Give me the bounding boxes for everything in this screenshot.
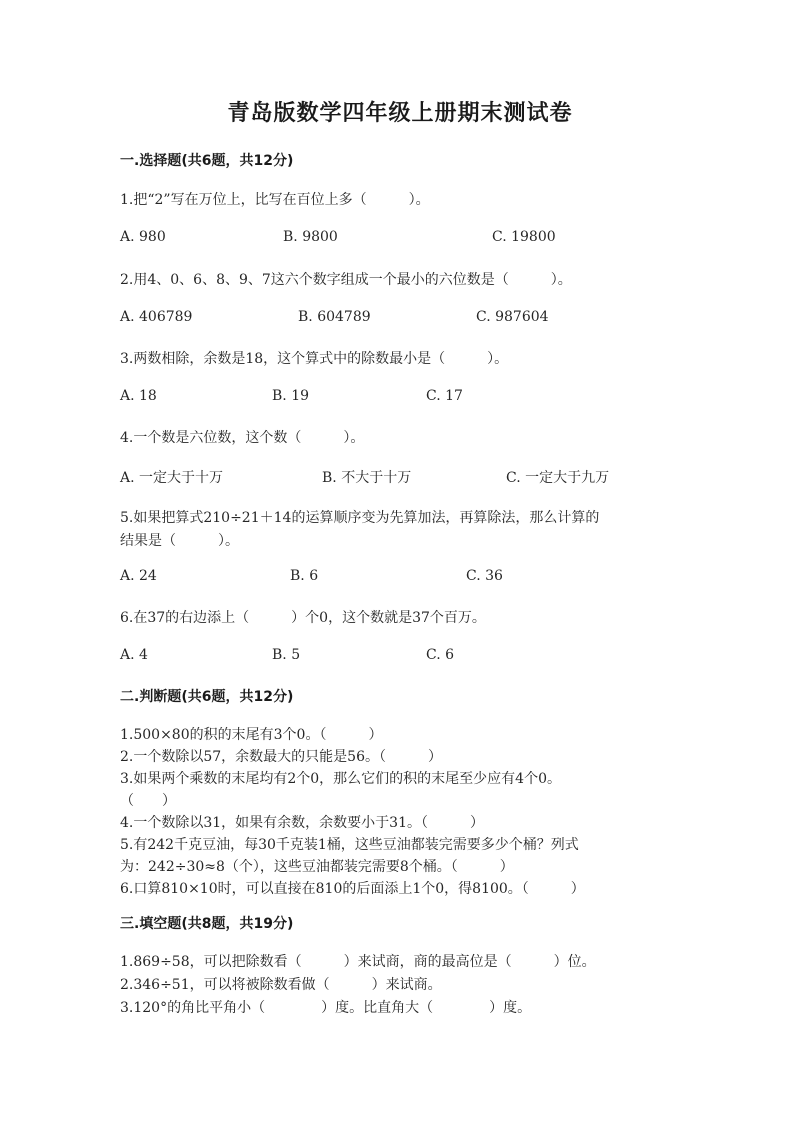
option-a: A. 24 xyxy=(120,568,157,584)
question-5-line-1: 5.如果把算式210÷21＋14的运算顺序变为先算加法，再算除法，那么计算的 xyxy=(120,510,600,526)
option-a: A. 4 xyxy=(120,647,148,663)
question-3: 3.两数相除，余数是18，这个算式中的除数最小是（ ）。 xyxy=(120,351,509,367)
option-b: B. 604789 xyxy=(298,309,371,325)
option-b: B. 19 xyxy=(272,388,310,404)
judge-line: 为：242÷30≈8（个），这些豆油都装完需要8个桶。（ ） xyxy=(120,859,514,875)
judge-line: 4.一个数除以31，如果有余数，余数要小于31。（ ） xyxy=(120,815,484,831)
question-4: 4.一个数是六位数，这个数（ ）。 xyxy=(120,430,365,446)
option-c: C. 一定大于九万 xyxy=(506,470,610,486)
section-heading-fill-in: 三.填空题(共8题，共19分) xyxy=(120,916,294,932)
question-5-line-2: 结果是（ ）。 xyxy=(120,533,239,549)
option-b: B. 5 xyxy=(272,647,301,663)
judge-line: 2.一个数除以57，余数最大的只能是56。（ ） xyxy=(120,749,442,765)
fill-line: 3.120°的角比平角小（ ）度。比直角大（ ）度。 xyxy=(120,1000,532,1016)
question-6: 6.在37的右边添上（ ）个0，这个数就是37个百万。 xyxy=(120,610,486,626)
option-a: A. 一定大于十万 xyxy=(120,470,224,486)
fill-line: 1.869÷58，可以把除数看（ ）来试商，商的最高位是（ ）位。 xyxy=(120,954,596,970)
option-c: C. 6 xyxy=(426,647,455,663)
judge-line: 1.500×80的积的末尾有3个0。（ ） xyxy=(120,727,383,743)
question-2: 2.用4、0、6、8、9、7这六个数字组成一个最小的六位数是（ ）。 xyxy=(120,272,572,288)
page-title: 青岛版数学四年级上册期末测试卷 xyxy=(227,101,573,126)
option-a: A. 406789 xyxy=(120,309,193,325)
judge-line: （ ） xyxy=(120,793,176,809)
option-c: C. 36 xyxy=(466,568,503,584)
option-b: B. 9800 xyxy=(283,229,338,245)
fill-line: 2.346÷51，可以将被除数看做（ ）来试商。 xyxy=(120,977,442,993)
option-c: C. 987604 xyxy=(476,309,549,325)
option-b: B. 6 xyxy=(290,568,319,584)
judge-line: 6.口算810×10时，可以直接在810的后面添上1个0，得8100。（ ） xyxy=(120,881,585,897)
option-a: A. 980 xyxy=(120,229,166,245)
option-c: C. 17 xyxy=(426,388,463,404)
option-c: C. 19800 xyxy=(492,229,556,245)
judge-line: 5.有242千克豆油，每30千克装1桶，这些豆油都装完需要多少个桶？列式 xyxy=(120,837,579,853)
section-heading-true-false: 二.判断题(共6题，共12分) xyxy=(120,689,294,705)
question-1: 1.把“2”写在万位上，比写在百位上多（ ）。 xyxy=(120,192,430,208)
judge-line: 3.如果两个乘数的末尾均有2个0，那么它们的积的末尾至少应有4个0。 xyxy=(120,771,561,787)
option-b: B. 不大于十万 xyxy=(322,470,412,486)
section-heading-multiple-choice: 一.选择题(共6题，共12分) xyxy=(120,153,294,169)
option-a: A. 18 xyxy=(120,388,157,404)
